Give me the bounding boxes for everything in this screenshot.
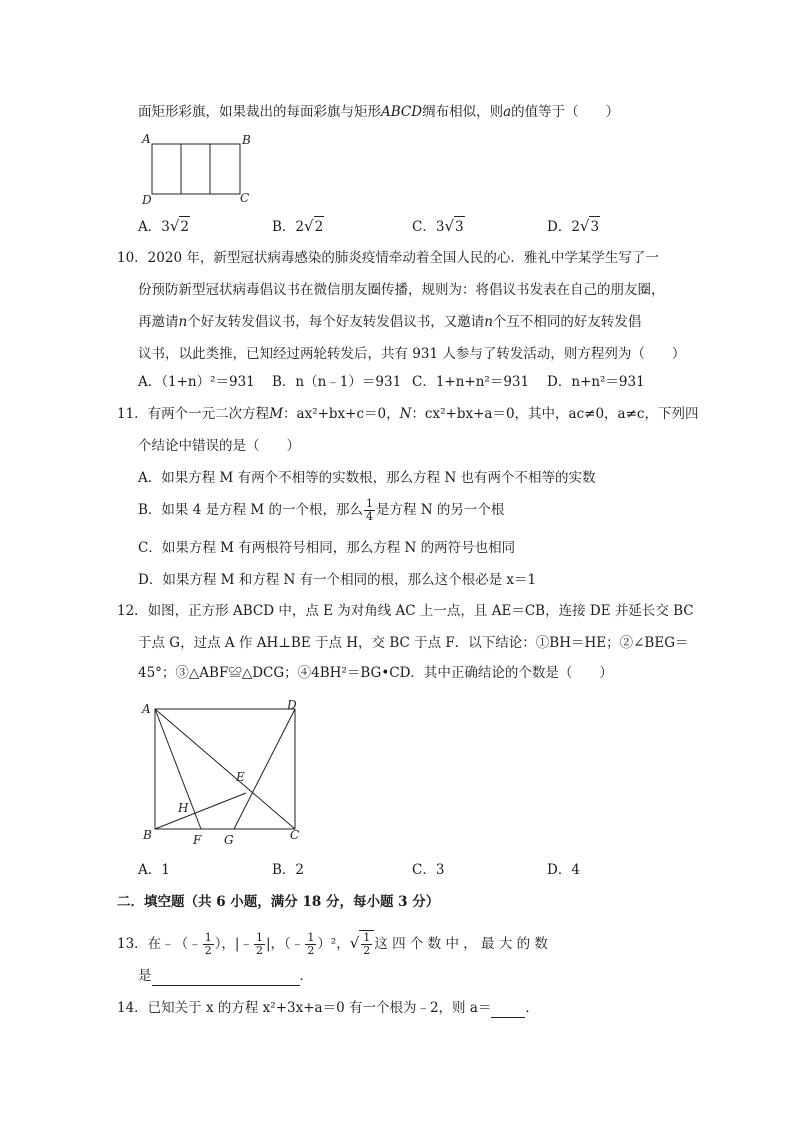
q12-figure [138, 695, 308, 855]
fraction-denominator: 4 [366, 510, 373, 523]
q12-line2: 于点 G，过点 A 作 AH⊥BE 于点 H，交 BC 于点 F．以下结论：①BH＝HE；②∠BEG＝ [138, 635, 689, 651]
q9-option-c[interactable] [412, 216, 465, 237]
q9-option-d-rad: 3 [589, 216, 600, 237]
q14-answer-blank[interactable] [491, 1001, 525, 1018]
q12-line-be [155, 793, 246, 829]
q9-option-a[interactable] [138, 216, 190, 237]
q10-line3 [138, 312, 641, 332]
q9-option-b-rad: 2 [314, 216, 325, 237]
q9-option-c-letter: C． [412, 219, 436, 235]
q10-var-n: n [178, 314, 188, 330]
q12-label-f: F [193, 833, 202, 847]
q10-line1: 10．2020 年，新型冠状病毒感染的肺炎疫情牵动着全国人民的心．雅礼中学某学生写了一 [117, 250, 659, 266]
q12-option-d[interactable]: D．4 [547, 862, 580, 878]
q13-line2-end: ． [299, 968, 313, 984]
radical-icon: √ [349, 934, 360, 952]
fraction-denominator: 2 [307, 944, 315, 957]
q10-var-n-2: n [484, 314, 493, 330]
q10-option-b[interactable]: B．n（n﹣1）＝931 [272, 374, 402, 390]
q13-line2 [138, 966, 313, 986]
q9-rect-name: ABCD [381, 104, 423, 120]
q13-fraction-1 [203, 932, 214, 957]
q9-rect [152, 144, 240, 194]
q11-option-d[interactable]: D．如果方程 M 和方程 N 有一个相同的根，那么这个根必是 x＝1 [138, 572, 537, 588]
radical-icon: √ [579, 217, 590, 235]
fraction-numerator: 1 [366, 497, 373, 510]
q12-label-c: C [290, 828, 300, 842]
q9-stem-tail: 面矩形彩旗，如果裁出的每面彩旗与矩形 [138, 104, 381, 120]
fraction-denominator: 2 [256, 944, 263, 957]
radical-icon: √ [444, 217, 454, 235]
q11-option-a[interactable]: A．如果方程 M 有两个不相等的实数根，那么方程 N 也有两个不相等的实数 [138, 470, 596, 486]
q9-label-c: C [240, 191, 250, 205]
q13-fraction-3 [305, 932, 316, 957]
q11-option-c[interactable]: C．如果方程 M 有两根符号相同，那么方程 N 的两符号也相同 [138, 540, 516, 556]
q9-stem-mid: 绸布相似，则 [422, 104, 504, 120]
fraction-denominator: 2 [204, 944, 212, 957]
radical-icon: √ [169, 217, 180, 235]
q13-p2: ），|﹣ [214, 936, 253, 952]
q11-option-b-post: 是方程 N 的另一个根 [376, 502, 505, 518]
q11-var-m: M [269, 406, 284, 422]
q13-fraction-4 [361, 932, 372, 957]
q11-line1 [117, 404, 698, 424]
q9-option-d[interactable] [547, 216, 600, 237]
q10-option-a[interactable]: A．（1+n）²＝931 [138, 374, 255, 390]
q13-line1 [117, 930, 548, 957]
q10-line3a: 再邀请 [138, 314, 179, 330]
q9-option-c-rad: 3 [454, 216, 465, 237]
q10-line3b: 个好友转发倡议书，每个好友转发倡议书，又邀请 [187, 314, 485, 330]
q12-label-b: B [143, 828, 152, 842]
q9-option-b-coef: 2 [295, 219, 305, 235]
q9-stem-end: 的值等于（ ） [511, 104, 620, 120]
fraction-numerator: 1 [307, 931, 315, 944]
q13-answer-blank[interactable] [152, 969, 300, 986]
q12-line-dg [234, 709, 295, 829]
q10-option-c[interactable]: C．1+n+n²＝931 [412, 374, 530, 390]
q12-label-g: G [224, 833, 234, 847]
fraction-numerator: 1 [204, 931, 212, 944]
q9-option-d-coef: 2 [571, 219, 580, 235]
q11-line1a: 11．有两个一元二次方程 [117, 406, 270, 422]
q12-label-e: E [236, 770, 245, 784]
q12-label-a: A [142, 702, 151, 716]
q11-line2: 个结论中错误的是（ ） [138, 438, 300, 454]
q9-option-c-coef: 3 [435, 219, 445, 235]
q14-end: ． [525, 1000, 539, 1016]
q9-label-d: D [142, 193, 152, 207]
fraction-numerator: 1 [256, 931, 263, 944]
q9-var-a: a [503, 104, 512, 120]
q9-label-b: B [242, 133, 251, 147]
q9-option-a-letter: A． [138, 219, 162, 235]
q14-text: 14．已知关于 x 的方程 x²+3x+a＝0 有一个根为﹣2，则 a＝ [117, 1000, 492, 1016]
q9-figure [138, 130, 258, 210]
fraction-numerator: 1 [363, 931, 371, 944]
q12-label-d: D [287, 698, 297, 712]
q9-label-a: A [142, 132, 151, 146]
q9-option-d-letter: D． [547, 219, 572, 235]
q11-option-b[interactable] [138, 498, 504, 523]
q12-option-a[interactable]: A．1 [138, 862, 170, 878]
q13-sqrt [359, 930, 374, 957]
q10-line2: 份预防新型冠状病毒倡议书在微信朋友圈传播，规则为：将倡议书发表在自己的朋友圈， [138, 282, 665, 298]
fraction-denominator: 2 [363, 944, 371, 957]
q9-option-b[interactable] [272, 216, 324, 237]
q10-line4: 议书，以此类推，已知经过两轮转发后，共有 931 人参与了转发活动，则方程列为（ ） [138, 346, 686, 362]
q10-option-d[interactable]: D．n+n²＝931 [547, 374, 645, 390]
q11-var-n: N [399, 406, 412, 422]
q11-option-b-pre: B．如果 4 是方程 M 的一个根，那么 [138, 502, 363, 518]
q9-option-a-rad: 2 [179, 216, 190, 237]
q12-option-c[interactable]: C．3 [412, 862, 445, 878]
q13-pre: 13．在﹣（﹣ [117, 936, 202, 952]
section2-title: 二．填空题（共 6 小题，满分 18 分，每小题 3 分） [117, 894, 440, 910]
radical-icon: √ [304, 217, 314, 235]
q12-diagonal-ac [155, 709, 295, 829]
q12-label-h: H [178, 801, 189, 815]
q9-stem [138, 102, 619, 122]
q10-line3c: 个互不相同的好友转发倡 [492, 314, 642, 330]
q13-fraction-2 [254, 932, 265, 957]
q13-p3: |，（﹣ [266, 936, 305, 952]
q12-line3: 45°；③△ABF≌△DCG；④4BH²＝BG•CD．其中正确结论的个数是（ ） [138, 665, 613, 681]
q11-option-b-fraction [364, 498, 375, 523]
q13-p5: 这 四 个 数 中 ， 最 大 的 数 [374, 936, 548, 952]
q11-eq-m: ：ax²+bx+c＝0， [283, 406, 400, 422]
q12-option-b[interactable]: B．2 [272, 862, 305, 878]
q13-p4: ）²， [317, 936, 350, 952]
q12-line1: 12．如图，正方形 ABCD 中，点 E 为对角线 AC 上一点，且 AE＝CB，连接 DE 并延长交 BC [117, 603, 694, 619]
q14-line [117, 998, 539, 1018]
q11-eq-n: ：cx²+bx+a＝0，其中，ac≠0，a≠c，下列四 [411, 406, 699, 422]
q13-line2-text: 是 [138, 968, 152, 984]
q9-option-b-letter: B． [272, 219, 296, 235]
q9-option-a-coef: 3 [161, 219, 170, 235]
